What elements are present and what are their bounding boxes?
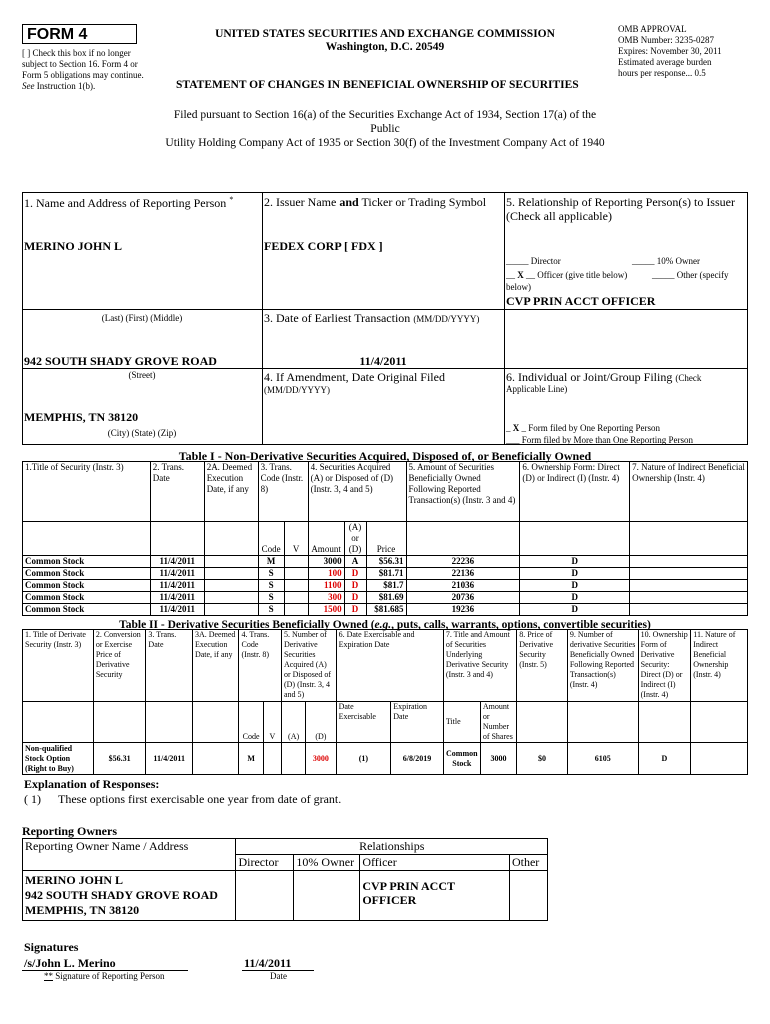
t1-cell-title: Common Stock xyxy=(23,568,151,580)
box5-label-text: 5. Relationship of Reporting Person(s) to Issuer xyxy=(506,195,735,209)
box3-label xyxy=(264,311,479,326)
omb-line: Estimated average burden xyxy=(618,57,712,67)
t1-cell-code: S xyxy=(258,592,284,604)
t1-cell-ad: A xyxy=(344,556,366,568)
t1-cell-amount: 100 xyxy=(308,568,344,580)
t1-cell-date: 11/4/2011 xyxy=(150,556,204,568)
explanation-text: These options first exercisable one year from date of grant. xyxy=(58,792,342,806)
t2-sub-code: Code xyxy=(239,702,263,743)
t1-sub-aord: (A) or (D) xyxy=(344,522,366,556)
t2-expiration: 6/8/2019 xyxy=(391,743,444,775)
table2-title-b: , puts, calls, warrants, options, convertible securities) xyxy=(391,619,651,631)
instruction-text: Instruction 1(b). xyxy=(36,81,96,91)
t1-cell-ad: D xyxy=(344,580,366,592)
box1-star: * xyxy=(229,195,234,204)
t1-h-acquired: 4. Securities Acquired (A) or Disposed of (D) (Instr. 3, 4 and 5) xyxy=(308,462,406,522)
t1-cell-form: D xyxy=(520,556,630,568)
explanation-item xyxy=(24,792,341,807)
box3-label-text: 3. Date of Earliest Transaction xyxy=(264,311,411,325)
t2-h-price: 2. Conversion or Exercise Price of Derivative Security xyxy=(93,630,146,702)
box5-label xyxy=(506,195,748,223)
t1-cell-ad: D xyxy=(344,592,366,604)
t1-cell-code: S xyxy=(258,568,284,580)
t2-sub-title: Title xyxy=(443,702,480,743)
owners-col-name: Reporting Owner Name / Address xyxy=(23,839,236,871)
table2-title-eg: e.g. xyxy=(374,619,392,631)
t2-title: Non-qualified Stock Option (Right to Buy) xyxy=(23,743,94,775)
filed-line: Utility Holding Company Act of 1935 or Section 30(f) of the Investment Company Act of 1940 xyxy=(165,137,605,149)
t2-sub-exp: Expiration Date xyxy=(391,702,444,743)
t1-cell-form: D xyxy=(520,592,630,604)
box2-label xyxy=(264,195,486,210)
t1-cell-price: $81.71 xyxy=(366,568,406,580)
t1-cell-price: $81.69 xyxy=(366,592,406,604)
t1-cell-form: D xyxy=(520,580,630,592)
t1-h-form: 6. Ownership Form: Direct (D) or Indirect (I) (Instr. 4) xyxy=(520,462,630,522)
t2-sub-d: (D) xyxy=(306,702,336,743)
t1-cell-amount: 1100 xyxy=(308,580,344,592)
signature-stars: ** xyxy=(44,971,53,981)
table-row xyxy=(23,592,748,604)
t1-cell-title: Common Stock xyxy=(23,604,151,616)
owners-col-rel: Relationships xyxy=(236,839,548,855)
t1-cell-owned: 22236 xyxy=(406,556,520,568)
agency-name: UNITED STATES SECURITIES AND EXCHANGE COMMISSION xyxy=(215,28,555,40)
director-check: _____ Director xyxy=(506,256,561,266)
reporting-person-name: MERINO JOHN L xyxy=(24,239,123,253)
one-post: _ Form filed by One Reporting Person xyxy=(521,423,660,433)
statement-title: STATEMENT OF CHANGES IN BENEFICIAL OWNERSHIP OF SECURITIES xyxy=(176,79,579,91)
t1-cell-ad: D xyxy=(344,568,366,580)
t2-h-date: 3. Trans. Date xyxy=(146,630,193,702)
omb-line: OMB APPROVAL xyxy=(618,24,687,34)
t2-h-exercisable: 6. Date Exercisable and Expiration Date xyxy=(336,630,443,702)
t1-h-owned: 5. Amount of Securities Beneficially Owned Following Reported Transaction(s) (Instr. 3 and 4) xyxy=(406,462,520,522)
t1-h-nature: 7. Nature of Indirect Beneficial Ownership (Instr. 4) xyxy=(630,462,748,522)
t2-sub-a: (A) xyxy=(281,702,305,743)
t1-cell-amount: 1500 xyxy=(308,604,344,616)
officer-x-mark: X xyxy=(517,270,524,280)
t2-h-nature: 11. Nature of Indirect Beneficial Ownership (Instr. 4) xyxy=(691,630,748,702)
officer-title: CVP PRIN ACCT OFFICER xyxy=(506,294,656,308)
t2-sub-date-ex: Date Exercisable xyxy=(336,702,391,743)
t1-sub-amount: Amount xyxy=(308,522,344,556)
explanation-heading: Explanation of Responses: xyxy=(24,777,160,791)
other-check: _____ Other (specify xyxy=(652,270,729,280)
t1-cell-title: Common Stock xyxy=(23,592,151,604)
box6-label-text: 6. Individual or Joint/Group Filing xyxy=(506,370,673,384)
t1-cell-owned: 19236 xyxy=(406,604,520,616)
below-text: below) xyxy=(506,282,531,292)
filed-pursuant xyxy=(120,108,650,150)
box6-check: (Check xyxy=(675,373,702,383)
owner-name-address xyxy=(23,871,236,921)
owners-heading: Reporting Owners xyxy=(22,824,117,838)
t2-sub-v: V xyxy=(263,702,281,743)
t1-cell-price: $81.685 xyxy=(366,604,406,616)
t2-exercisable: (1) xyxy=(336,743,391,775)
signature-label-text: Signature of Reporting Person xyxy=(53,971,165,981)
box2-label-and: and xyxy=(339,195,359,209)
t2-h-deemed: 3A. Deemed Execution Date, if any xyxy=(192,630,239,702)
t1-sub-price: Price xyxy=(366,522,406,556)
t2-underlying-amount: 3000 xyxy=(480,743,516,775)
t2-conv-price: $56.31 xyxy=(93,743,146,775)
reporting-person-street: 942 SOUTH SHADY GROVE ROAD xyxy=(24,354,217,368)
see-text: See xyxy=(22,81,35,91)
owner-line: 942 SOUTH SHADY GROVE ROAD xyxy=(25,888,218,902)
owner-line: MERINO JOHN L xyxy=(25,873,124,887)
t1-cell-date: 11/4/2011 xyxy=(150,592,204,604)
city-label: (City) (State) (Zip) xyxy=(107,428,177,438)
t1-h-title: 1.Title of Security (Instr. 3) xyxy=(23,462,151,522)
owners-table xyxy=(22,838,548,921)
table-row xyxy=(23,604,748,616)
omb-approval xyxy=(618,24,768,79)
explanation-num: ( 1) xyxy=(24,792,41,806)
table1 xyxy=(22,461,748,616)
t2-form: D xyxy=(638,743,691,775)
signatures-heading: Signatures xyxy=(24,940,79,954)
filed-line: Public xyxy=(370,123,400,135)
issuer-name: FEDEX CORP [ FDX ] xyxy=(264,239,383,253)
one-person-filing xyxy=(506,423,660,434)
one-x-mark: X xyxy=(512,423,520,433)
t1-cell-form: D xyxy=(520,604,630,616)
table1-title: Table I - Non-Derivative Securities Acquired, Disposed of, or Beneficially Owned xyxy=(178,449,592,463)
name-parts-label: (Last) (First) (Middle) xyxy=(101,313,183,323)
one-pre: _ xyxy=(506,423,511,433)
checkbox-note xyxy=(22,48,150,92)
owners-col-other: Other xyxy=(509,855,547,871)
t2-d: 3000 xyxy=(306,743,336,775)
t2-h-underlying: 7. Title and Amount of Securities Underlying Derivative Security (Instr. 3 and 4) xyxy=(443,630,516,702)
box2-label-b: Ticker or Trading Symbol xyxy=(358,195,487,209)
table-row xyxy=(23,568,748,580)
t2-h-number: 5. Number of Derivative Securities Acquired (A) or Disposed of (D) (Instr. 3, 4 and 5) xyxy=(281,630,336,702)
street-label: (Street) xyxy=(128,370,156,380)
t1-cell-form: D xyxy=(520,568,630,580)
officer-pre: __ xyxy=(506,270,515,280)
owners-col-officer: Officer xyxy=(360,855,510,871)
t1-cell-amount: 3000 xyxy=(308,556,344,568)
table2 xyxy=(22,629,748,775)
form-title: FORM 4 xyxy=(22,24,137,44)
earliest-transaction-date: 11/4/2011 xyxy=(359,354,407,368)
officer-check xyxy=(506,270,627,281)
table2-title-a: Table II - Derivative Securities Beneficially Owned ( xyxy=(119,619,375,631)
t1-cell-code: S xyxy=(258,604,284,616)
t1-cell-date: 11/4/2011 xyxy=(150,568,204,580)
t1-cell-price: $81.7 xyxy=(366,580,406,592)
box6-label xyxy=(506,370,701,385)
signature-value: /s/John L. Merino xyxy=(24,956,116,970)
t1-cell-owned: 21036 xyxy=(406,580,520,592)
officer-post: __ Officer (give title below) xyxy=(526,270,628,280)
owners-col-director: Director xyxy=(236,855,294,871)
t2-underlying-title: Common Stock xyxy=(443,743,480,775)
box2-label-a: 2. Issuer Name xyxy=(264,195,340,209)
t2-deriv-price: $0 xyxy=(517,743,568,775)
reporting-person-city: MEMPHIS, TN 38120 xyxy=(24,410,139,424)
owner-officer-title: CVP PRIN ACCT OFFICER xyxy=(360,871,510,921)
t1-cell-owned: 20736 xyxy=(406,592,520,604)
checkbox-note-text: [ ] Check this box if no longer subject to Section 16. Form 4 or Form 5 obligations may continue. xyxy=(22,48,144,80)
signature-label xyxy=(44,971,165,982)
box1-label-text: 1. Name and Address of Reporting Person xyxy=(24,196,227,210)
table-row xyxy=(23,580,748,592)
t1-cell-amount: 300 xyxy=(308,592,344,604)
t1-cell-price: $56.31 xyxy=(366,556,406,568)
omb-line: hours per response... 0.5 xyxy=(618,68,706,78)
box5-sub: (Check all applicable) xyxy=(506,209,612,223)
table-row xyxy=(23,556,748,568)
filed-line: Filed pursuant to Section 16(a) of the Securities Exchange Act of 1934, Section 17(a) of the xyxy=(173,109,597,121)
t1-cell-date: 11/4/2011 xyxy=(150,604,204,616)
box6-applicable: Applicable Line) xyxy=(506,384,568,394)
multi-person-filing: ___ Form filed by More than One Reporting Person xyxy=(506,435,693,445)
t1-h-deemed: 2A. Deemed Execution Date, if any xyxy=(204,462,258,522)
box4-format: (MM/DD/YYYY) xyxy=(264,385,330,395)
box4-label: 4. If Amendment, Date Original Filed xyxy=(264,370,445,384)
signature-date: 11/4/2011 xyxy=(244,956,292,970)
t1-cell-title: Common Stock xyxy=(23,580,151,592)
box3-format: (MM/DD/YYYY) xyxy=(413,314,480,324)
t2-h-code: 4. Trans. Code (Instr. 8) xyxy=(239,630,281,702)
t2-h-deriv-price: 8. Price of Derivative Security (Instr. 5) xyxy=(517,630,568,702)
box1-label xyxy=(24,195,233,211)
t2-h-form: 10. Ownership Form of Derivative Security: Direct (D) or Indirect (I) (Instr. 4) xyxy=(638,630,691,702)
t1-cell-code: S xyxy=(258,580,284,592)
t1-h-date: 2. Trans. Date xyxy=(150,462,204,522)
t1-sub-code: Code xyxy=(258,522,284,556)
t1-h-code: 3. Trans. Code (Instr. 8) xyxy=(258,462,308,522)
owner-line: MEMPHIS, TN 38120 xyxy=(25,903,140,917)
ten-pct-owner-check: _____ 10% Owner xyxy=(632,256,700,266)
omb-line: OMB Number: 3235-0287 xyxy=(618,35,714,45)
t2-date: 11/4/2011 xyxy=(146,743,193,775)
t1-cell-owned: 22136 xyxy=(406,568,520,580)
t1-sub-v: V xyxy=(284,522,308,556)
t2-h-title: 1. Title of Derivate Security (Instr. 3) xyxy=(23,630,94,702)
t2-h-owned: 9. Number of derivative Securities Beneficially Owned Following Reported Transaction(s) (Instr. 4) xyxy=(567,630,638,702)
t1-cell-title: Common Stock xyxy=(23,556,151,568)
date-label: Date xyxy=(270,971,287,981)
owners-col-ten-pct: 10% Owner xyxy=(294,855,360,871)
t1-cell-code: M xyxy=(258,556,284,568)
t2-code: M xyxy=(239,743,263,775)
t2-row xyxy=(23,743,748,775)
agency-city: Washington, D.C. 20549 xyxy=(325,41,445,53)
t2-owned: 6105 xyxy=(567,743,638,775)
omb-line: Expires: November 30, 2011 xyxy=(618,46,722,56)
t1-cell-date: 11/4/2011 xyxy=(150,580,204,592)
t1-cell-ad: D xyxy=(344,604,366,616)
t2-sub-amount: Amount or Number of Shares xyxy=(480,702,516,743)
